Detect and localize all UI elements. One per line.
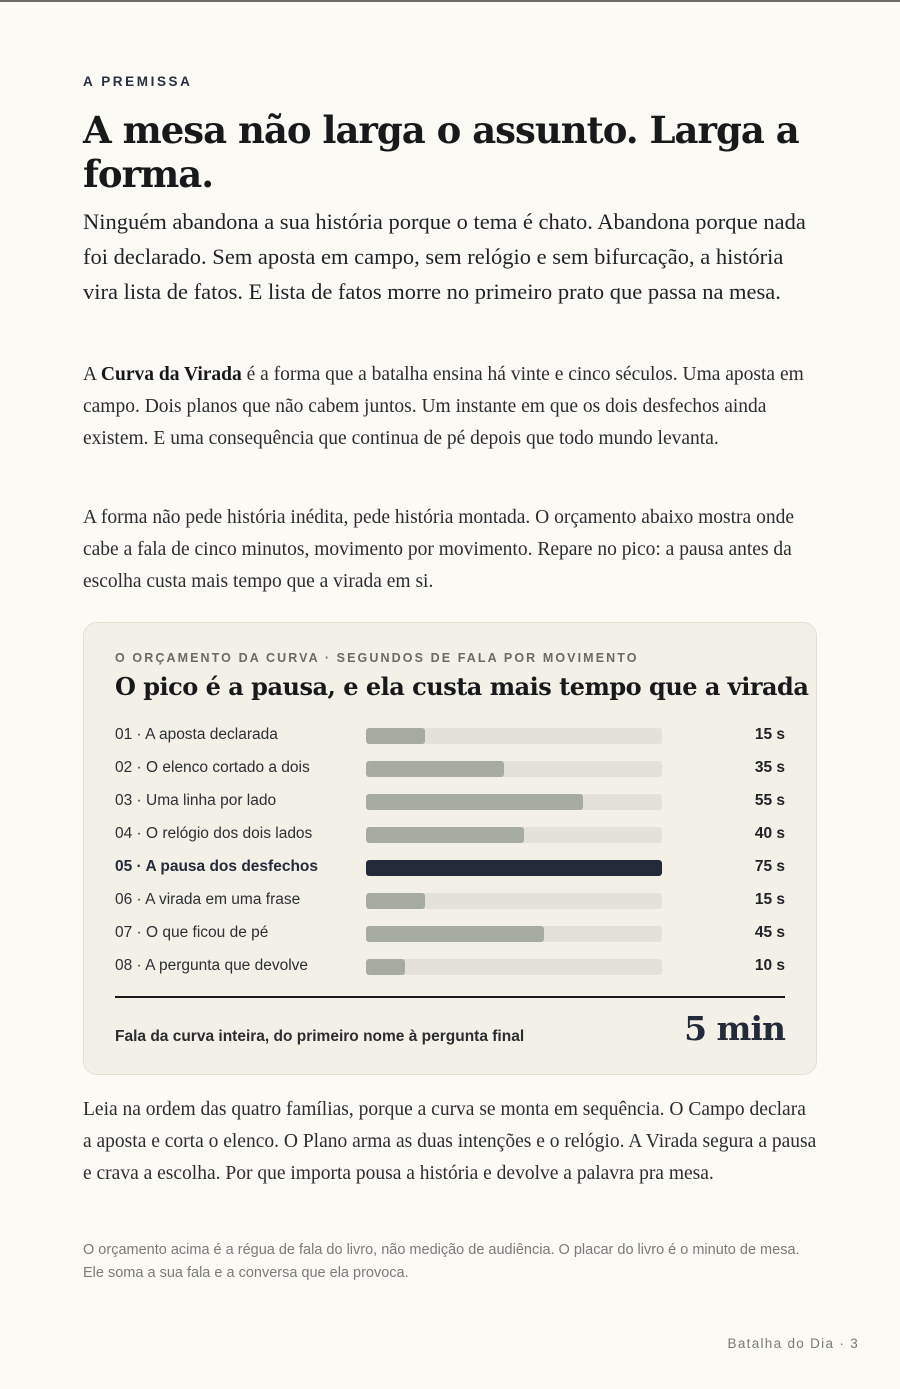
budget-row-value: 35 s (754, 759, 785, 776)
curve-name: Curva da Virada (100, 364, 242, 385)
reading-order-paragraph: Leia na ordem das quatro famílias, porque a curva se monta em sequência. O Campo declara a aposta e corta o elenco. O Plano arma as duas intenções e o relógio. A Virada segura a pausa e crava a escolha. Por que importa pousa a história e devolve a palavra pra mesa. (83, 1099, 817, 1184)
budget-bar (366, 794, 583, 810)
budget-bar (366, 926, 544, 942)
budget-row (115, 752, 785, 785)
budget-bar (366, 860, 662, 876)
curve-intro-prefix: A (83, 364, 101, 385)
budget-row-label: 04 · O relógio dos dois lados (115, 825, 313, 842)
budget-row-value: 45 s (754, 924, 785, 941)
budget-row-value: 15 s (754, 891, 785, 908)
lead-paragraph: Ninguém abandona a sua história porque o tema é chato. Abandona porque nada foi declarado. Sem aposta em campo, sem relógio e sem bifurcação, a história vira lista de fatos. E lista de fatos morre no primeiro prato que passa na mesa. (83, 209, 806, 304)
budget-row (115, 818, 785, 851)
total-value: 5 min (684, 1009, 785, 1048)
budget-row-value: 55 s (754, 792, 785, 809)
budget-bar (366, 827, 524, 843)
budget-row (115, 917, 785, 950)
curve-intro-rest: é a forma que a batalha ensina há vinte e cinco séculos. Uma aposta em campo. Dois planos que não cabem juntos. Um instante em que os dois desfechos ainda existem. E uma consequência que continua de pé depois que todo mundo levanta. (83, 364, 804, 449)
page-folio: Batalha do Dia · 3 (727, 1336, 859, 1351)
budget-bar (366, 893, 425, 909)
budget-row (115, 950, 785, 983)
budget-card-title: O pico é a pausa, e ela custa mais tempo que a virada (115, 672, 809, 701)
budget-row-label: 05 · A pausa dos desfechos (115, 858, 318, 875)
budget-row-label: 02 · O elenco cortado a dois (115, 759, 310, 776)
budget-row-value: 75 s (754, 858, 785, 875)
section-eyebrow: A PREMISSA (83, 74, 193, 89)
budget-row-label: 08 · A pergunta que devolve (115, 957, 309, 974)
budget-bar-track (366, 827, 662, 843)
budget-bar (366, 959, 405, 975)
top-rule (0, 0, 900, 2)
total-rule (115, 996, 785, 998)
budget-row-label: 07 · O que ficou de pé (115, 924, 269, 941)
budget-row (115, 785, 785, 818)
budget-bar-track (366, 794, 662, 810)
budget-bar-track (366, 959, 662, 975)
budget-bar-track (366, 926, 662, 942)
budget-bar-track (366, 893, 662, 909)
budget-bar-track (366, 761, 662, 777)
budget-row-value: 40 s (754, 825, 785, 842)
total-label: Fala da curva inteira, do primeiro nome à pergunta final (115, 1028, 525, 1045)
budget-bar (366, 761, 504, 777)
budget-card (83, 622, 817, 1075)
budget-row-label: 01 · A aposta declarada (115, 726, 278, 743)
budget-card-kicker: O ORÇAMENTO DA CURVA · SEGUNDOS DE FALA POR MOVIMENTO (115, 651, 639, 665)
budget-row (115, 884, 785, 917)
curve-intro-paragraph (83, 359, 817, 455)
budget-chart (115, 719, 785, 983)
budget-bar (366, 728, 425, 744)
footnote: O orçamento acima é a régua de fala do livro, não medição de audiência. O placar do livro é o minuto de mesa. Ele soma a sua fala e a conversa que ela provoca. (83, 1242, 800, 1281)
budget-intro-paragraph: A forma não pede história inédita, pede história montada. O orçamento abaixo mostra onde cabe a fala de cinco minutos, movimento por movimento. Repare no pico: a pausa antes da escolha custa mais tempo que a virada em si. (83, 507, 794, 592)
page-headline: A mesa não larga o assunto. Larga a forma. (83, 108, 799, 196)
budget-row (115, 851, 785, 884)
budget-row-label: 06 · A virada em uma frase (115, 891, 301, 908)
budget-bar-track (366, 728, 662, 744)
budget-row-value: 10 s (754, 957, 785, 974)
budget-row-label: 03 · Uma linha por lado (115, 792, 277, 809)
budget-row-value: 15 s (754, 726, 785, 743)
budget-row (115, 719, 785, 752)
budget-bar-track (366, 860, 662, 876)
